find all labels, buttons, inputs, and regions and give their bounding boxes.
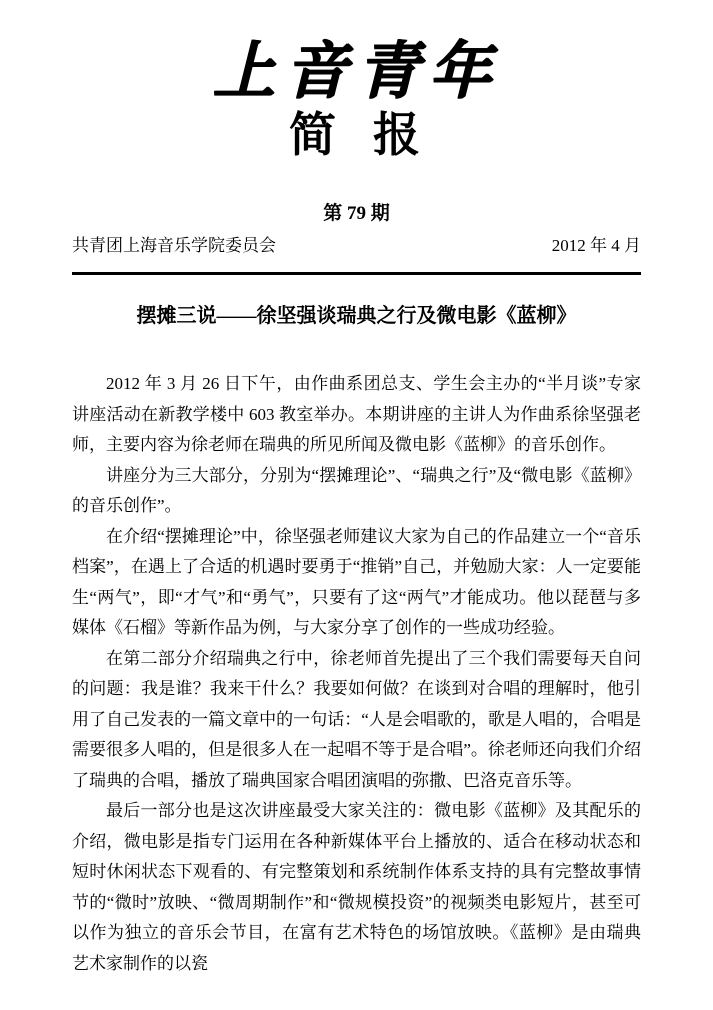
divider-rule	[72, 272, 641, 275]
publisher-name: 共青团上海音乐学院委员会	[72, 236, 276, 255]
masthead-title: 上音青年	[212, 38, 501, 106]
article-paragraph: 在介绍“摆摊理论”中，徐坚强老师建议大家为自己的作品建立一个“音乐档案”，在遇上了合适的机遇时要勇于“推销”自己，并勉励大家：人一定要能生“两气”，即“才气”和“勇气”，只要有了这“两气”才能成功。他以琵琶与多媒体《石榴》等新作品为例，与大家分享了创作的一些成功经验。	[72, 526, 641, 637]
article-paragraph: 2012 年 3 月 26 日下午，由作曲系团总支、学生会主办的“半月谈”专家讲座活动在新教学楼中 603 教室举办。本期讲座的主讲人为作曲系徐坚强老师，主要内容为徐老师在瑞典的所见所闻及微电影《蓝柳》的音乐创作。	[72, 374, 641, 454]
article-paragraph: 最后一部分也是这次讲座最受大家关注的：微电影《蓝柳》及其配乐的介绍，微电影是指专门运用在各种新媒体平台上播放的、适合在移动状态和短时休闲状态下观看的、有完整策划和系统制作体系支持的具有完整故事情节的“微时”放映、“微周期制作”和“微规模投资”的视频类电影短片，甚至可以作为独立的音乐会节目，在富有艺术特色的场馆放映。《蓝柳》是由瑞典艺术家制作的以瓷	[72, 801, 641, 973]
masthead-subtitle: 简 报	[288, 108, 425, 161]
article-body	[72, 369, 641, 979]
article	[72, 303, 641, 979]
article-title: 摆摊三说——徐坚强谈瑞典之行及微电影《蓝柳》	[136, 305, 577, 327]
issue-number: 第 79 期	[323, 203, 390, 224]
article-paragraph: 讲座分为三大部分，分别为“摆摊理论”、“瑞典之行”及“微电影《蓝柳》的音乐创作”。	[72, 465, 641, 515]
article-paragraph: 在第二部分介绍瑞典之行中，徐老师首先提出了三个我们需要每天自问的问题：我是谁？我来干什么？我要如何做？在谈到对合唱的理解时，他引用了自己发表的一篇文章中的一句话：“人是会唱歌的，歌是人唱的，合唱是需要很多人唱的，但是很多人在一起唱不等于是合唱”。徐老师还向我们介绍了瑞典的合唱，播放了瑞典国家合唱团演唱的弥撒、巴洛克音乐等。	[72, 648, 641, 790]
publish-date: 2012 年 4 月	[551, 236, 641, 255]
publication-meta-row	[72, 234, 641, 258]
newsletter-masthead	[72, 36, 641, 275]
